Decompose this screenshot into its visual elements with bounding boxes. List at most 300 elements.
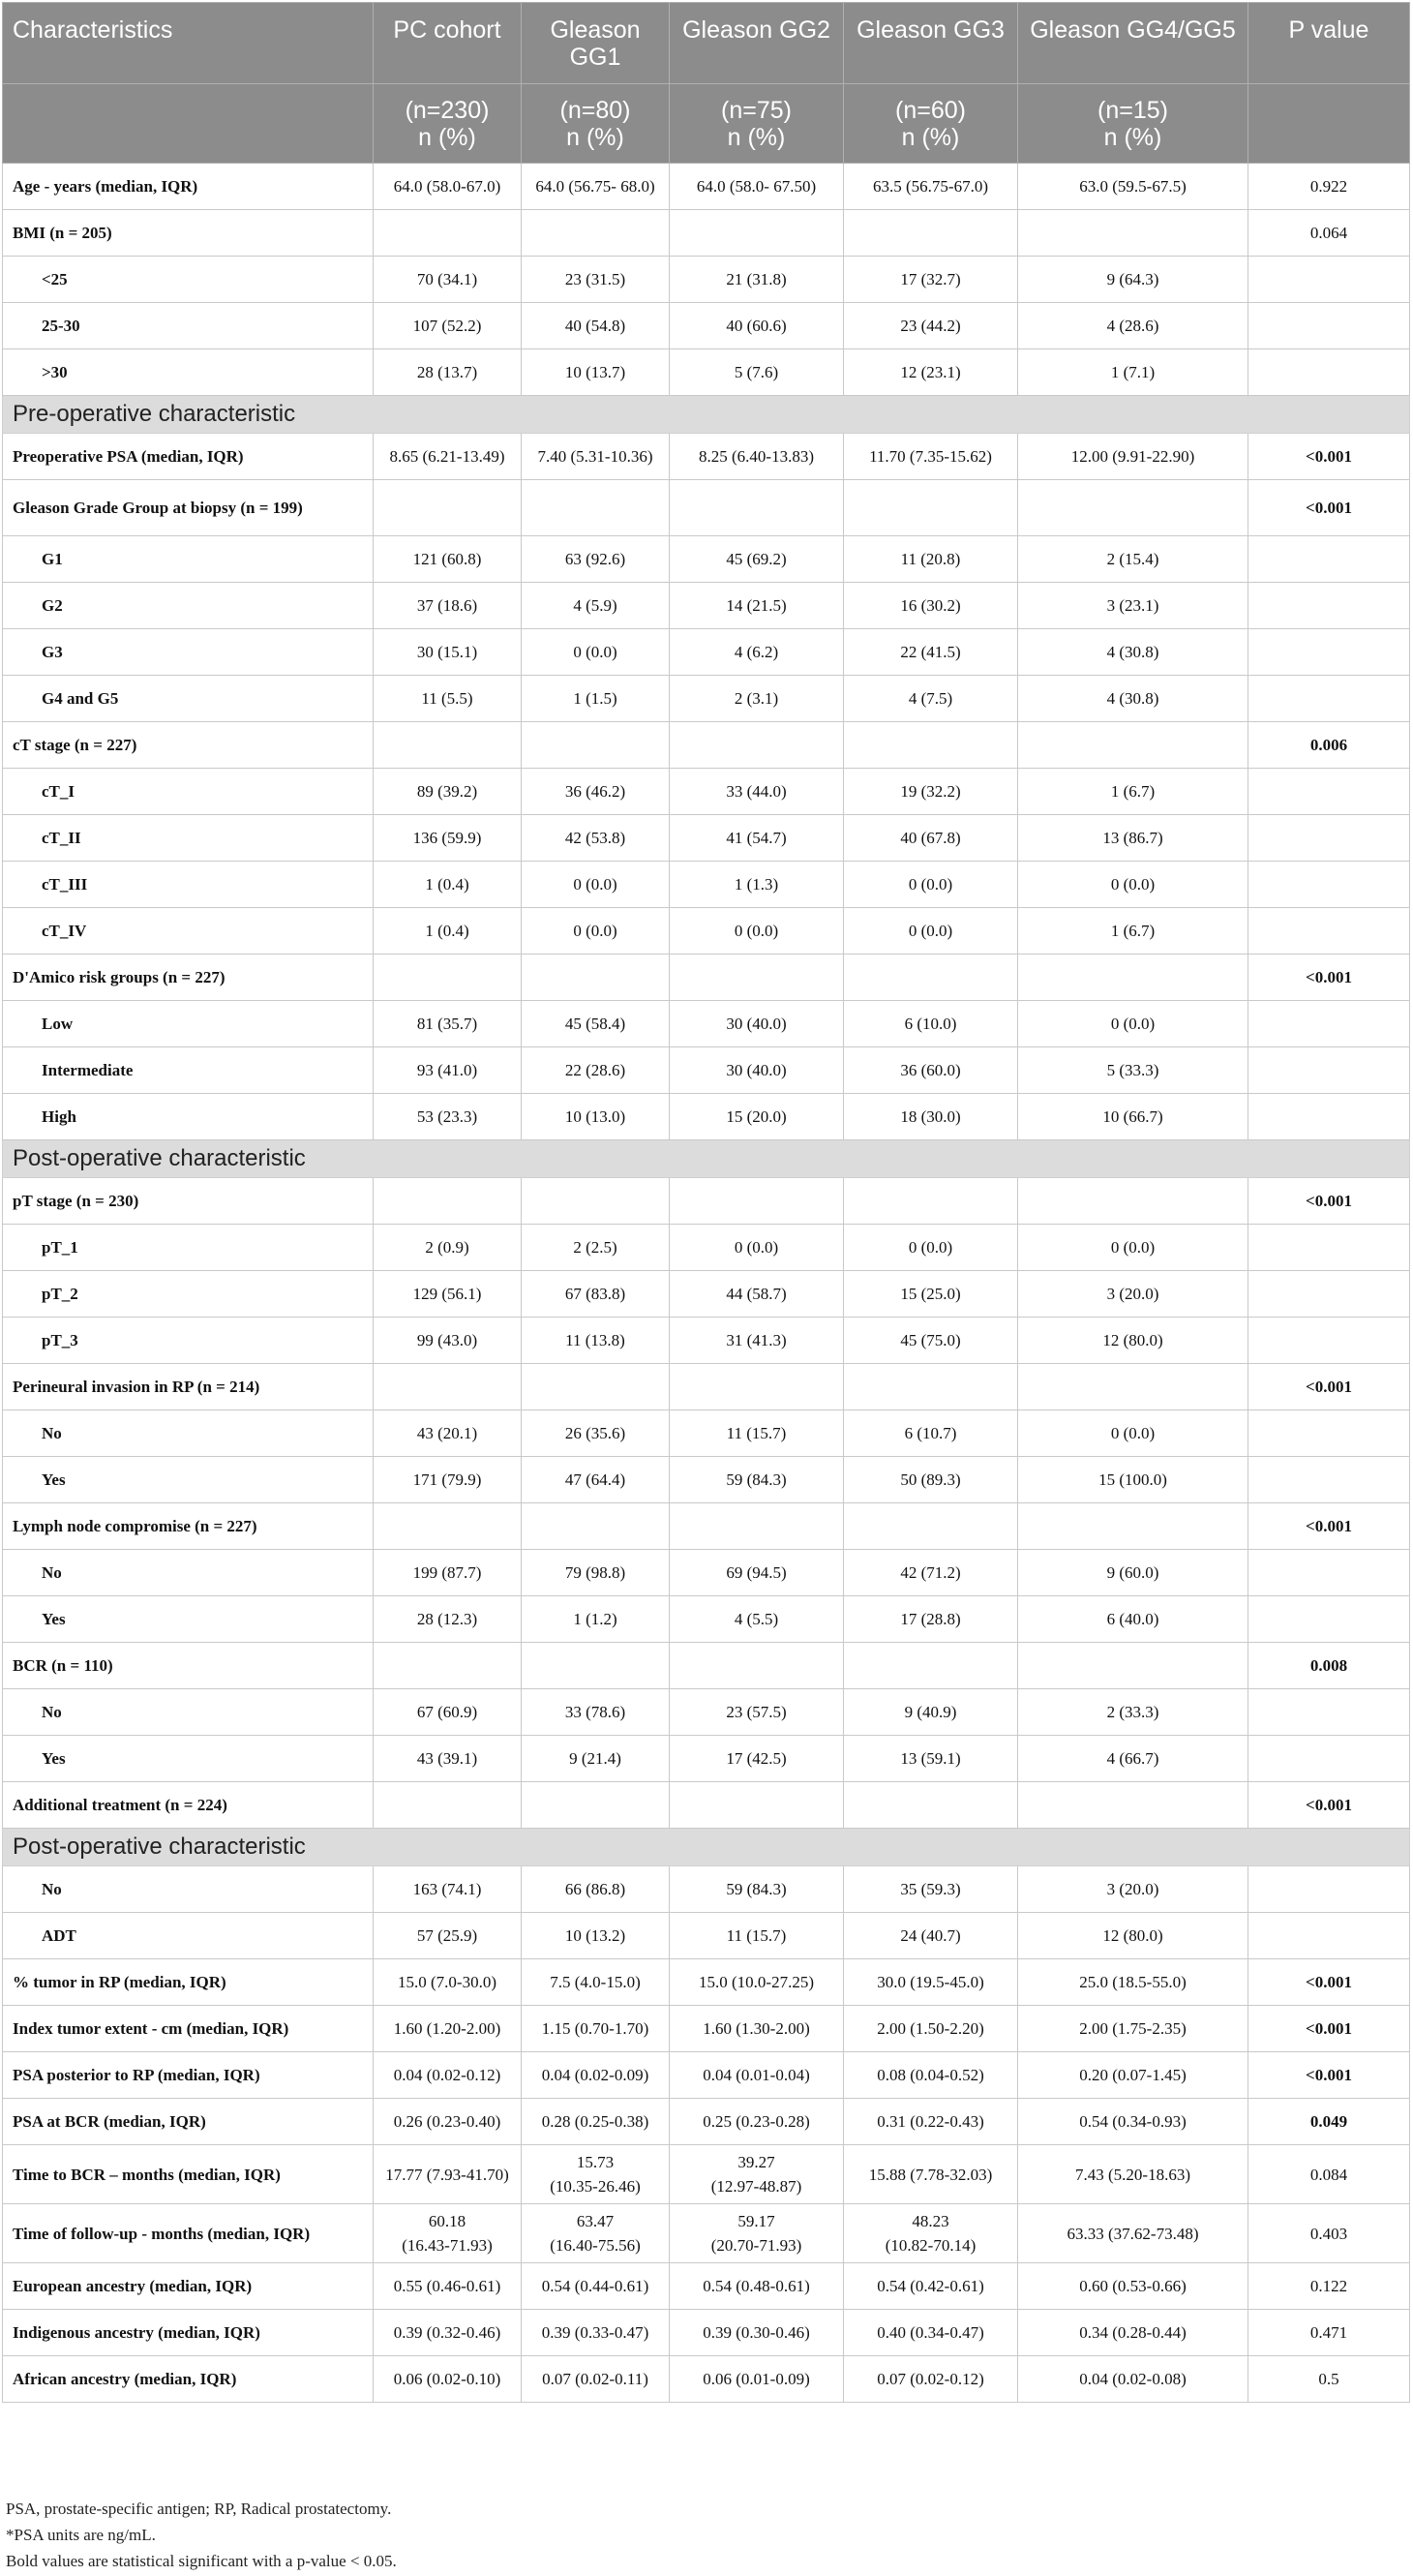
- cell-gg1: [522, 210, 670, 257]
- header-pc-cohort: PC cohort: [374, 3, 522, 84]
- cell-p-value: 0.471: [1248, 2310, 1410, 2356]
- cell-gg4-gg5: 0.04 (0.02-0.08): [1018, 2356, 1248, 2403]
- cell-gg3: 24 (40.7): [844, 1913, 1018, 1959]
- cell-gg2: 4 (5.5): [670, 1596, 844, 1643]
- cell-gg4-gg5: 25.0 (18.5-55.0): [1018, 1959, 1248, 2006]
- table-row: [3, 1550, 1410, 1596]
- cell-gg3: 0 (0.0): [844, 908, 1018, 955]
- footnote-bold-values: Bold values are statistical significant with a p-value < 0.05.: [6, 2552, 397, 2570]
- cell-p-value: [1248, 1410, 1410, 1457]
- cell-gg2: 1 (1.3): [670, 862, 844, 908]
- cell-gg2: [670, 1364, 844, 1410]
- cell-p-value: 0.5: [1248, 2356, 1410, 2403]
- cell-label: pT_2: [3, 1271, 374, 1318]
- table-row: [3, 1318, 1410, 1364]
- cell-pc-cohort: 11 (5.5): [374, 676, 522, 722]
- cell-gg3: [844, 1643, 1018, 1689]
- cell-gg3: 63.5 (56.75-67.0): [844, 164, 1018, 210]
- cell-p-value: <0.001: [1248, 2006, 1410, 2052]
- cell-gg2: 39.27 (12.97-48.87): [670, 2145, 844, 2204]
- cell-pc-cohort: 136 (59.9): [374, 815, 522, 862]
- cell-label: cT_III: [3, 862, 374, 908]
- cell-p-value: [1248, 1318, 1410, 1364]
- cell-gg3: 11.70 (7.35-15.62): [844, 434, 1018, 480]
- cell-pc-cohort: 81 (35.7): [374, 1001, 522, 1047]
- cell-gg2: 0.04 (0.01-0.04): [670, 2052, 844, 2099]
- cell-gg3: 0.54 (0.42-0.61): [844, 2263, 1018, 2310]
- cell-gg4-gg5: 10 (66.7): [1018, 1094, 1248, 1140]
- cell-p-value: [1248, 1550, 1410, 1596]
- cell-gg3: 35 (59.3): [844, 1866, 1018, 1913]
- cell-pc-cohort: 53 (23.3): [374, 1094, 522, 1140]
- cell-gg1: 0.54 (0.44-0.61): [522, 2263, 670, 2310]
- cell-gg2: 33 (44.0): [670, 769, 844, 815]
- cell-label: <25: [3, 257, 374, 303]
- cell-gg4-gg5: [1018, 1643, 1248, 1689]
- cell-gg3: 0.40 (0.34-0.47): [844, 2310, 1018, 2356]
- cell-p-value: <0.001: [1248, 1782, 1410, 1829]
- header-sub-gg3: (n=60) n (%): [844, 84, 1018, 164]
- header-sub-gg1: (n=80) n (%): [522, 84, 670, 164]
- cell-p-value: [1248, 1225, 1410, 1271]
- cell-label: BCR (n = 110): [3, 1643, 374, 1689]
- characteristics-table: [2, 2, 1410, 2403]
- cell-label: cT_II: [3, 815, 374, 862]
- cell-gg4-gg5: 3 (20.0): [1018, 1866, 1248, 1913]
- cell-label: >30: [3, 349, 374, 396]
- cell-label: PSA at BCR (median, IQR): [3, 2099, 374, 2145]
- cell-gg2: [670, 1782, 844, 1829]
- cell-gg3: 42 (71.2): [844, 1550, 1018, 1596]
- cell-label: No: [3, 1689, 374, 1736]
- cell-gg3: [844, 1178, 1018, 1225]
- cell-label: pT_3: [3, 1318, 374, 1364]
- cell-p-value: 0.922: [1248, 164, 1410, 210]
- cell-label: High: [3, 1094, 374, 1140]
- cell-gg3: 18 (30.0): [844, 1094, 1018, 1140]
- table-row: [3, 1364, 1410, 1410]
- cell-gg1: 0.07 (0.02-0.11): [522, 2356, 670, 2403]
- cell-label: ADT: [3, 1913, 374, 1959]
- cell-label: No: [3, 1410, 374, 1457]
- cell-pc-cohort: 89 (39.2): [374, 769, 522, 815]
- table-row: [3, 2006, 1410, 2052]
- cell-pc-cohort: 199 (87.7): [374, 1550, 522, 1596]
- cell-p-value: [1248, 676, 1410, 722]
- header-gleason-gg1: Gleason GG1: [522, 3, 670, 84]
- cell-gg4-gg5: 3 (20.0): [1018, 1271, 1248, 1318]
- cell-gg1: 33 (78.6): [522, 1689, 670, 1736]
- cell-gg4-gg5: 4 (30.8): [1018, 629, 1248, 676]
- cell-gg1: 26 (35.6): [522, 1410, 670, 1457]
- section-row: [3, 1140, 1410, 1178]
- cell-label: Time to BCR – months (median, IQR): [3, 2145, 374, 2204]
- cell-gg1: 0.39 (0.33-0.47): [522, 2310, 670, 2356]
- cell-p-value: <0.001: [1248, 1178, 1410, 1225]
- cell-pc-cohort: 64.0 (58.0-67.0): [374, 164, 522, 210]
- cell-p-value: <0.001: [1248, 1364, 1410, 1410]
- header-row-1: [3, 3, 1410, 84]
- cell-gg3: 0.07 (0.02-0.12): [844, 2356, 1018, 2403]
- cell-gg2: 15 (20.0): [670, 1094, 844, 1140]
- cell-gg4-gg5: 0 (0.0): [1018, 862, 1248, 908]
- cell-gg4-gg5: [1018, 1178, 1248, 1225]
- footnote-abbreviations: PSA, prostate-specific antigen; RP, Radical prostatectomy.: [6, 2500, 392, 2518]
- cell-p-value: <0.001: [1248, 1959, 1410, 2006]
- cell-gg2: 5 (7.6): [670, 349, 844, 396]
- cell-p-value: 0.049: [1248, 2099, 1410, 2145]
- cell-gg1: 42 (53.8): [522, 815, 670, 862]
- cell-gg4-gg5: 15 (100.0): [1018, 1457, 1248, 1503]
- cell-gg2: 2 (3.1): [670, 676, 844, 722]
- table-row: [3, 2263, 1410, 2310]
- table-row: [3, 1643, 1410, 1689]
- cell-gg4-gg5: 7.43 (5.20-18.63): [1018, 2145, 1248, 2204]
- cell-p-value: [1248, 583, 1410, 629]
- cell-pc-cohort: 129 (56.1): [374, 1271, 522, 1318]
- cell-pc-cohort: [374, 1643, 522, 1689]
- cell-gg2: 41 (54.7): [670, 815, 844, 862]
- cell-gg2: 23 (57.5): [670, 1689, 844, 1736]
- cell-label: pT stage (n = 230): [3, 1178, 374, 1225]
- header-p-value: P value: [1248, 3, 1410, 84]
- cell-pc-cohort: 1 (0.4): [374, 908, 522, 955]
- cell-gg2: 45 (69.2): [670, 536, 844, 583]
- cell-gg2: 59 (84.3): [670, 1457, 844, 1503]
- section-row: [3, 1829, 1410, 1866]
- table-row: [3, 1596, 1410, 1643]
- cell-gg3: [844, 955, 1018, 1001]
- cell-p-value: [1248, 1596, 1410, 1643]
- cell-gg4-gg5: 0 (0.0): [1018, 1225, 1248, 1271]
- table-row: [3, 1410, 1410, 1457]
- table-row: [3, 769, 1410, 815]
- cell-label: Low: [3, 1001, 374, 1047]
- cell-gg1: 40 (54.8): [522, 303, 670, 349]
- cell-pc-cohort: 121 (60.8): [374, 536, 522, 583]
- cell-gg4-gg5: 3 (23.1): [1018, 583, 1248, 629]
- cell-p-value: [1248, 1047, 1410, 1094]
- cell-gg1: 23 (31.5): [522, 257, 670, 303]
- cell-gg1: 11 (13.8): [522, 1318, 670, 1364]
- cell-label: Lymph node compromise (n = 227): [3, 1503, 374, 1550]
- header-sub-gg4-gg5: (n=15) n (%): [1018, 84, 1248, 164]
- table-row: [3, 1178, 1410, 1225]
- cell-gg1: 10 (13.0): [522, 1094, 670, 1140]
- cell-gg4-gg5: 0.34 (0.28-0.44): [1018, 2310, 1248, 2356]
- cell-gg2: 30 (40.0): [670, 1047, 844, 1094]
- header-sub-pc-cohort: (n=230) n (%): [374, 84, 522, 164]
- cell-gg4-gg5: 1 (7.1): [1018, 349, 1248, 396]
- cell-gg1: 1 (1.5): [522, 676, 670, 722]
- cell-label: Perineural invasion in RP (n = 214): [3, 1364, 374, 1410]
- cell-pc-cohort: 93 (41.0): [374, 1047, 522, 1094]
- cell-label: cT_I: [3, 769, 374, 815]
- cell-gg2: 0 (0.0): [670, 1225, 844, 1271]
- cell-gg2: 4 (6.2): [670, 629, 844, 676]
- cell-gg3: 19 (32.2): [844, 769, 1018, 815]
- cell-p-value: <0.001: [1248, 1503, 1410, 1550]
- cell-gg3: 30.0 (19.5-45.0): [844, 1959, 1018, 2006]
- table-row: [3, 1866, 1410, 1913]
- table-row: [3, 1782, 1410, 1829]
- cell-gg3: [844, 480, 1018, 536]
- cell-gg4-gg5: 6 (40.0): [1018, 1596, 1248, 1643]
- cell-gg4-gg5: 2 (15.4): [1018, 536, 1248, 583]
- cell-p-value: [1248, 257, 1410, 303]
- cell-gg1: [522, 1643, 670, 1689]
- cell-gg4-gg5: 1 (6.7): [1018, 769, 1248, 815]
- cell-label: Index tumor extent - cm (median, IQR): [3, 2006, 374, 2052]
- header-sub-p-value: [1248, 84, 1410, 164]
- table-row: [3, 1047, 1410, 1094]
- cell-p-value: [1248, 1271, 1410, 1318]
- cell-label: D'Amico risk groups (n = 227): [3, 955, 374, 1001]
- cell-gg3: 45 (75.0): [844, 1318, 1018, 1364]
- table-row: [3, 480, 1410, 536]
- cell-gg2: 59 (84.3): [670, 1866, 844, 1913]
- cell-gg1: 0 (0.0): [522, 862, 670, 908]
- table-row: [3, 1959, 1410, 2006]
- table-row: [3, 1689, 1410, 1736]
- cell-pc-cohort: 60.18 (16.43-71.93): [374, 2204, 522, 2263]
- cell-gg1: 79 (98.8): [522, 1550, 670, 1596]
- cell-label: cT stage (n = 227): [3, 722, 374, 769]
- cell-gg2: [670, 1643, 844, 1689]
- cell-gg1: 7.5 (4.0-15.0): [522, 1959, 670, 2006]
- cell-gg1: 2 (2.5): [522, 1225, 670, 1271]
- table-row: [3, 722, 1410, 769]
- cell-gg1: 66 (86.8): [522, 1866, 670, 1913]
- cell-gg4-gg5: [1018, 480, 1248, 536]
- cell-gg4-gg5: 12 (80.0): [1018, 1318, 1248, 1364]
- cell-gg3: 50 (89.3): [844, 1457, 1018, 1503]
- cell-gg2: [670, 955, 844, 1001]
- cell-label: BMI (n = 205): [3, 210, 374, 257]
- cell-gg3: 12 (23.1): [844, 349, 1018, 396]
- cell-gg3: [844, 210, 1018, 257]
- table-row: [3, 1736, 1410, 1782]
- cell-gg1: [522, 955, 670, 1001]
- cell-gg1: 15.73 (10.35-26.46): [522, 2145, 670, 2204]
- cell-gg4-gg5: 12 (80.0): [1018, 1913, 1248, 1959]
- cell-label: Yes: [3, 1457, 374, 1503]
- cell-gg2: [670, 1503, 844, 1550]
- cell-gg1: 10 (13.7): [522, 349, 670, 396]
- cell-p-value: 0.084: [1248, 2145, 1410, 2204]
- table-row: [3, 1457, 1410, 1503]
- cell-gg2: [670, 480, 844, 536]
- cell-pc-cohort: 0.26 (0.23-0.40): [374, 2099, 522, 2145]
- cell-gg2: 0.25 (0.23-0.28): [670, 2099, 844, 2145]
- cell-pc-cohort: [374, 480, 522, 536]
- cell-gg2: 0.06 (0.01-0.09): [670, 2356, 844, 2403]
- cell-label: Gleason Grade Group at biopsy (n = 199): [3, 480, 374, 536]
- table-row: [3, 908, 1410, 955]
- cell-gg3: 4 (7.5): [844, 676, 1018, 722]
- cell-gg3: 0 (0.0): [844, 1225, 1018, 1271]
- cell-gg1: 47 (64.4): [522, 1457, 670, 1503]
- cell-gg2: [670, 722, 844, 769]
- cell-gg3: 2.00 (1.50-2.20): [844, 2006, 1018, 2052]
- cell-gg1: 45 (58.4): [522, 1001, 670, 1047]
- header-characteristics: Characteristics: [3, 3, 374, 84]
- cell-gg2: 40 (60.6): [670, 303, 844, 349]
- cell-pc-cohort: [374, 1178, 522, 1225]
- cell-p-value: [1248, 1094, 1410, 1140]
- cell-pc-cohort: 8.65 (6.21-13.49): [374, 434, 522, 480]
- cell-gg4-gg5: 63.33 (37.62-73.48): [1018, 2204, 1248, 2263]
- cell-pc-cohort: 0.39 (0.32-0.46): [374, 2310, 522, 2356]
- cell-pc-cohort: 107 (52.2): [374, 303, 522, 349]
- cell-pc-cohort: 70 (34.1): [374, 257, 522, 303]
- cell-gg3: 9 (40.9): [844, 1689, 1018, 1736]
- cell-gg3: 6 (10.7): [844, 1410, 1018, 1457]
- cell-gg1: 0.28 (0.25-0.38): [522, 2099, 670, 2145]
- cell-p-value: [1248, 1866, 1410, 1913]
- cell-gg2: 44 (58.7): [670, 1271, 844, 1318]
- table-row: [3, 583, 1410, 629]
- cell-gg1: 10 (13.2): [522, 1913, 670, 1959]
- table-body: [3, 164, 1410, 2403]
- cell-gg2: 0 (0.0): [670, 908, 844, 955]
- cell-gg3: 40 (67.8): [844, 815, 1018, 862]
- cell-gg2: 21 (31.8): [670, 257, 844, 303]
- cell-p-value: [1248, 303, 1410, 349]
- cell-pc-cohort: 1.60 (1.20-2.00): [374, 2006, 522, 2052]
- cell-label: G1: [3, 536, 374, 583]
- cell-gg2: 8.25 (6.40-13.83): [670, 434, 844, 480]
- table-row: [3, 862, 1410, 908]
- cell-p-value: [1248, 629, 1410, 676]
- cell-label: G4 and G5: [3, 676, 374, 722]
- cell-label: Age - years (median, IQR): [3, 164, 374, 210]
- cell-label: Yes: [3, 1596, 374, 1643]
- cell-gg3: 23 (44.2): [844, 303, 1018, 349]
- cell-pc-cohort: 163 (74.1): [374, 1866, 522, 1913]
- cell-label: % tumor in RP (median, IQR): [3, 1959, 374, 2006]
- cell-gg4-gg5: 0.20 (0.07-1.45): [1018, 2052, 1248, 2099]
- cell-pc-cohort: [374, 1503, 522, 1550]
- cell-gg4-gg5: 9 (60.0): [1018, 1550, 1248, 1596]
- cell-label: 25-30: [3, 303, 374, 349]
- cell-label: G3: [3, 629, 374, 676]
- cell-gg3: 0.08 (0.04-0.52): [844, 2052, 1018, 2099]
- cell-gg4-gg5: 4 (30.8): [1018, 676, 1248, 722]
- cell-gg2: 69 (94.5): [670, 1550, 844, 1596]
- cell-gg4-gg5: 0.54 (0.34-0.93): [1018, 2099, 1248, 2145]
- cell-gg2: [670, 210, 844, 257]
- cell-gg1: [522, 722, 670, 769]
- cell-pc-cohort: 99 (43.0): [374, 1318, 522, 1364]
- cell-gg3: 17 (28.8): [844, 1596, 1018, 1643]
- cell-gg1: 4 (5.9): [522, 583, 670, 629]
- cell-gg2: 11 (15.7): [670, 1410, 844, 1457]
- cell-pc-cohort: 0.55 (0.46-0.61): [374, 2263, 522, 2310]
- cell-gg1: 9 (21.4): [522, 1736, 670, 1782]
- cell-pc-cohort: 30 (15.1): [374, 629, 522, 676]
- cell-gg4-gg5: 2.00 (1.75-2.35): [1018, 2006, 1248, 2052]
- cell-p-value: [1248, 1689, 1410, 1736]
- cell-p-value: [1248, 536, 1410, 583]
- table-row: [3, 1225, 1410, 1271]
- cell-p-value: [1248, 815, 1410, 862]
- cell-label: European ancestry (median, IQR): [3, 2263, 374, 2310]
- header-row-2: [3, 84, 1410, 164]
- table-row: [3, 2204, 1410, 2263]
- header-gleason-gg4-gg5: Gleason GG4/GG5: [1018, 3, 1248, 84]
- footnote-psa-units: *PSA units are ng/mL.: [6, 2526, 156, 2544]
- cell-gg3: 48.23 (10.82-70.14): [844, 2204, 1018, 2263]
- cell-label: Indigenous ancestry (median, IQR): [3, 2310, 374, 2356]
- cell-gg2: 64.0 (58.0- 67.50): [670, 164, 844, 210]
- section-heading: Pre-operative characteristic: [3, 396, 1410, 434]
- table-row: [3, 815, 1410, 862]
- cell-gg1: [522, 1178, 670, 1225]
- cell-pc-cohort: 67 (60.9): [374, 1689, 522, 1736]
- table-row: [3, 1913, 1410, 1959]
- cell-pc-cohort: 0.04 (0.02-0.12): [374, 2052, 522, 2099]
- cell-pc-cohort: 1 (0.4): [374, 862, 522, 908]
- cell-pc-cohort: 15.0 (7.0-30.0): [374, 1959, 522, 2006]
- cell-label: Time of follow-up - months (median, IQR): [3, 2204, 374, 2263]
- cell-gg3: [844, 1782, 1018, 1829]
- cell-gg2: 11 (15.7): [670, 1913, 844, 1959]
- cell-p-value: [1248, 1457, 1410, 1503]
- cell-gg1: 64.0 (56.75- 68.0): [522, 164, 670, 210]
- table-row: [3, 2310, 1410, 2356]
- cell-p-value: [1248, 1736, 1410, 1782]
- cell-label: No: [3, 1550, 374, 1596]
- cell-label: Yes: [3, 1736, 374, 1782]
- cell-gg4-gg5: 0 (0.0): [1018, 1001, 1248, 1047]
- cell-label: pT_1: [3, 1225, 374, 1271]
- footnotes: [6, 2496, 397, 2574]
- cell-gg4-gg5: 0 (0.0): [1018, 1410, 1248, 1457]
- cell-gg2: [670, 1178, 844, 1225]
- cell-gg4-gg5: [1018, 722, 1248, 769]
- table-row: [3, 2099, 1410, 2145]
- cell-pc-cohort: 43 (20.1): [374, 1410, 522, 1457]
- cell-gg4-gg5: [1018, 955, 1248, 1001]
- cell-p-value: <0.001: [1248, 434, 1410, 480]
- cell-label: African ancestry (median, IQR): [3, 2356, 374, 2403]
- cell-gg2: 31 (41.3): [670, 1318, 844, 1364]
- section-row: [3, 396, 1410, 434]
- cell-gg2: 17 (42.5): [670, 1736, 844, 1782]
- cell-gg1: 0 (0.0): [522, 908, 670, 955]
- table-row: [3, 303, 1410, 349]
- cell-label: PSA posterior to RP (median, IQR): [3, 2052, 374, 2099]
- cell-gg4-gg5: 4 (66.7): [1018, 1736, 1248, 1782]
- cell-p-value: [1248, 1001, 1410, 1047]
- cell-gg1: 36 (46.2): [522, 769, 670, 815]
- cell-gg3: 22 (41.5): [844, 629, 1018, 676]
- cell-gg1: 22 (28.6): [522, 1047, 670, 1094]
- cell-gg4-gg5: 5 (33.3): [1018, 1047, 1248, 1094]
- cell-gg1: 1.15 (0.70-1.70): [522, 2006, 670, 2052]
- cell-p-value: <0.001: [1248, 480, 1410, 536]
- cell-gg1: 63 (92.6): [522, 536, 670, 583]
- table-row: [3, 2356, 1410, 2403]
- table-row: [3, 1001, 1410, 1047]
- cell-label: Additional treatment (n = 224): [3, 1782, 374, 1829]
- cell-gg4-gg5: 9 (64.3): [1018, 257, 1248, 303]
- table-row: [3, 164, 1410, 210]
- cell-gg3: 16 (30.2): [844, 583, 1018, 629]
- cell-gg3: 15 (25.0): [844, 1271, 1018, 1318]
- cell-pc-cohort: 17.77 (7.93-41.70): [374, 2145, 522, 2204]
